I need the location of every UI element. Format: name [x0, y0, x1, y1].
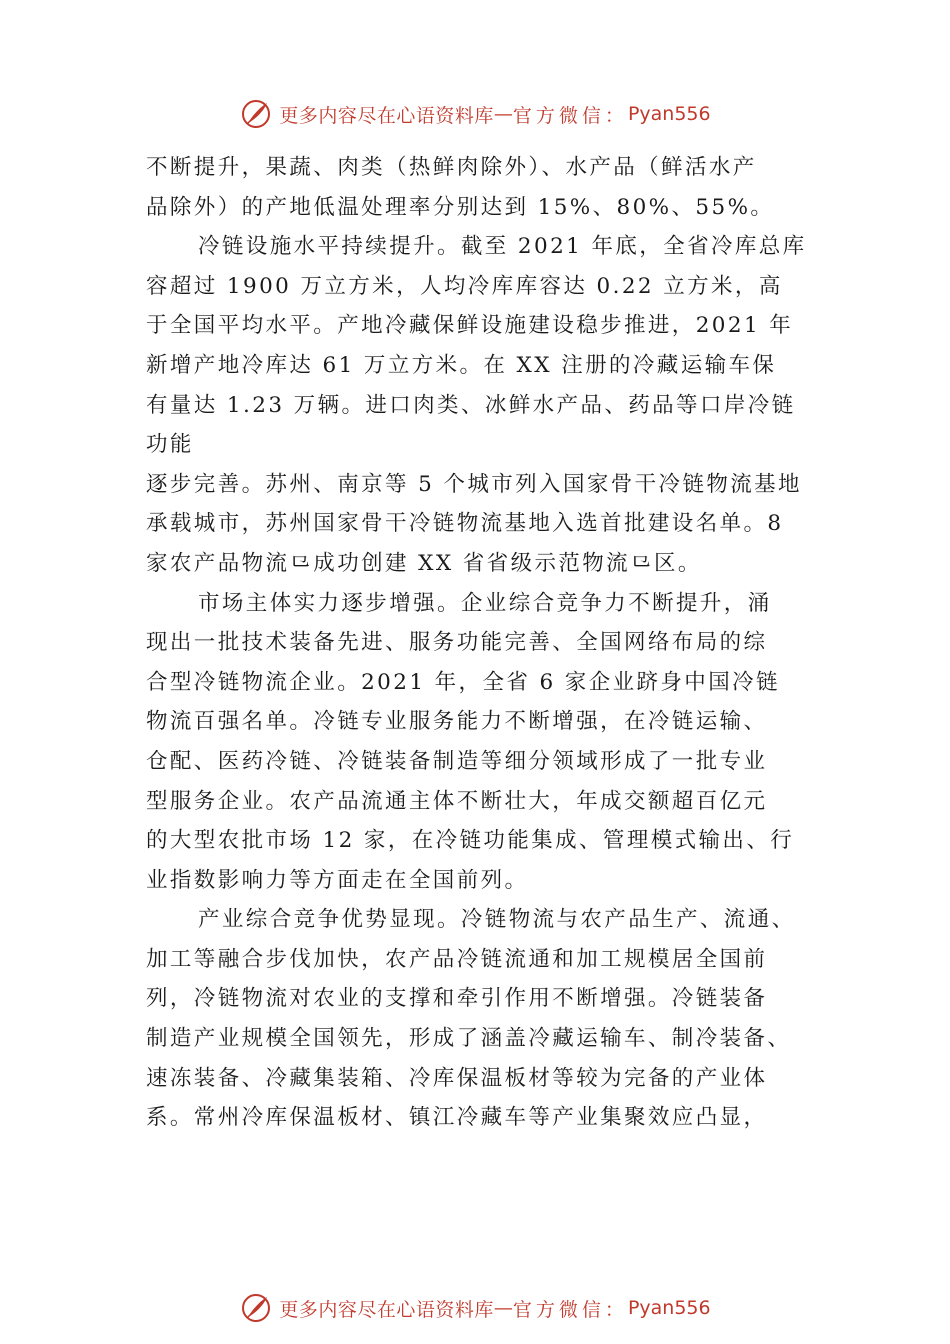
banner-wechat-id: Pyan556 [627, 103, 711, 125]
text-line: 合型冷链物流企业。2021 年，全省 6 家企业跻身中国冷链 [146, 669, 780, 695]
feather-pen-logo-icon [239, 97, 273, 131]
text-line: 新增产地冷库达 61 万立方米。在 XX 注册的冷藏运输车保 [146, 352, 777, 378]
feather-pen-logo-icon [239, 1291, 273, 1325]
text-line: 物流百强名单。冷链专业服务能力不断增强，在冷链运输、 [146, 709, 768, 735]
header-banner [0, 94, 950, 134]
text-line: 容超过 1900 万立方米，人均冷库库容达 0.22 立方米，高 [146, 273, 783, 299]
banner-wechat-label: 官方微信： [512, 104, 628, 127]
banner-wechat-label: 官方微信： [512, 1298, 628, 1321]
text-line: 家农产品物流⺋成功创建 XX 省省级示范物流⺋区。 [146, 550, 702, 576]
text-line: 不断提升，果蔬、肉类（热鲜肉除外）、水产品（鲜活水产 [146, 155, 757, 180]
text-line: 于全国平均水平。产地冷藏保鲜设施建设稳步推进，2021 年 [146, 313, 794, 339]
text-line: 有量达 1.23 万辆。进口肉类、冰鲜水产品、药品等口岸冷链 [146, 392, 796, 418]
text-line: 的大型农批市场 12 家，在冷链功能集成、管理模式输出、行 [146, 828, 795, 854]
text-line: 加工等融合步伐加快，农产品冷链流通和加工规模居全国前 [146, 946, 768, 972]
text-line: 列，冷链物流对农业的支撑和牵引作用不断增强。冷链装备 [146, 986, 768, 1012]
text-line: 制造产业规模全国领先，形成了涵盖冷藏运输车、制冷装备、 [146, 1026, 792, 1052]
text-line: 逐步完善。苏州、南京等 5 个城市列入国家骨干冷链物流基地 [146, 471, 802, 497]
text-line: 业指数影响力等方面走在全国前列。 [146, 867, 529, 893]
text-line: 系。常州冷库保温板材、镇江冷藏车等产业集聚效应凸显， [146, 1105, 768, 1131]
banner-separator: — [493, 1297, 513, 1319]
banner-separator: — [493, 103, 513, 125]
text-line: 市场主体实力逐步增强。企业综合竞争力不断提升，涌 [198, 590, 772, 616]
banner-main-text: 更多内容尽在心语资料库 [279, 104, 494, 127]
text-line: 功能 [146, 432, 194, 458]
text-line: 冷链设施水平持续提升。截至 2021 年底，全省冷库总库 [198, 234, 807, 260]
text-line: 仓配、医药冷链、冷链装备制造等细分领域形成了一批专业 [146, 748, 768, 774]
text-line: 产业综合竞争优势显现。冷链物流与农产品生产、流通、 [198, 907, 796, 933]
banner-wechat-id: Pyan556 [627, 1297, 711, 1319]
text-line: 现出一批技术装备先进、服务功能完善、全国网络布局的综 [146, 630, 768, 656]
text-line: 型服务企业。农产品流通主体不断壮大，年成交额超百亿元 [146, 788, 768, 814]
document-body [146, 148, 836, 1138]
banner-main-text: 更多内容尽在心语资料库 [279, 1298, 494, 1321]
text-line: 品除外）的产地低温处理率分别达到 15%、80%、55%。 [146, 194, 775, 220]
text-line: 承载城市，苏州国家骨干冷链物流基地入选首批建设名单。8 [146, 511, 784, 537]
footer-banner [0, 1288, 950, 1328]
text-line: 速冻装备、冷藏集装箱、冷库保温板材等较为完备的产业体 [146, 1065, 768, 1091]
